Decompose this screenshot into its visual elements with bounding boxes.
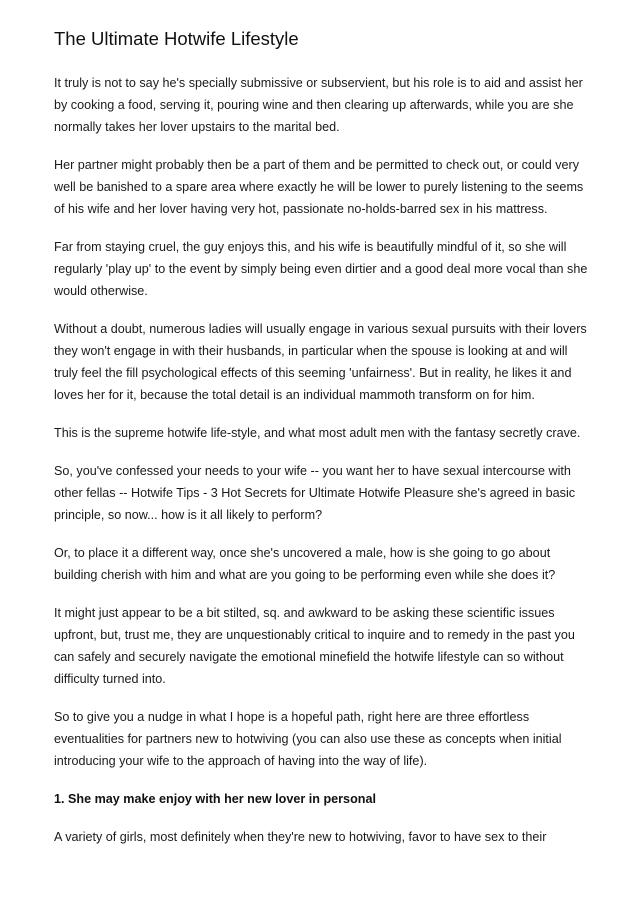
paragraph-3: Far from staying cruel, the guy enjoys this, and his wife is beautifully mindful of it, so she will regularly 'play up' to the event by simply being even dirtier and a good deal more vocal than she would otherwise. [54, 240, 588, 298]
document-title: The Ultimate Hotwife Lifestyle [54, 28, 299, 49]
paragraph-9: So to give you a nudge in what I hope is a hopeful path, right here are three effortless eventualities for partners new to hotwiving (you can also use these as concepts when initial introducing your wife to the approach of having into the way of life). [54, 710, 562, 768]
paragraph-5: This is the supreme hotwife life-style, and what most adult men with the fantasy secretly crave. [54, 426, 581, 440]
section-heading-1: 1. She may make enjoy with her new lover in personal [54, 792, 376, 806]
paragraph-4: Without a doubt, numerous ladies will usually engage in various sexual pursuits with their lovers they won't engage in with their husbands, in particular when the spouse is looking at and will truly feel the fill psychological effects of this seeming 'unfairness'. But in reality, he likes it and loves her for it, because the total detail is an individual mammoth transform on for him. [54, 322, 587, 402]
paragraph-6: So, you've confessed your needs to your wife -- you want her to have sexual intercourse with other fellas -- Hotwife Tips - 3 Hot Secrets for Ultimate Hotwife Pleasure she's agreed in basic principle, so now... how is it all likely to perform? [54, 464, 576, 522]
paragraph-8: It might just appear to be a bit stilted, sq. and awkward to be asking these scientific issues upfront, but, trust me, they are unquestionably critical to inquire and to remedy in the past you can safely and securely navigate the emotional minefield the hotwife lifestyle can so without difficulty turned into. [54, 606, 575, 686]
document-page [54, 26, 594, 864]
paragraph-10: A variety of girls, most definitely when they're new to hotwiving, favor to have sex to their [54, 830, 547, 844]
paragraph-7: Or, to place it a different way, once she's uncovered a male, how is she going to go about building cherish with him and what are you going to be performing even while she does it? [54, 546, 556, 582]
paragraph-1: It truly is not to say he's specially submissive or subservient, but his role is to aid and assist her by cooking a food, serving it, pouring wine and then clearing up afterwards, while you are she normally takes her lover upstairs to the marital bed. [54, 76, 583, 134]
paragraph-2: Her partner might probably then be a part of them and be permitted to check out, or could very well be banished to a spare area where exactly he will be lower to purely listening to the seems of his wife and her lover having very hot, passionate no-holds-barred sex in his mattress. [54, 158, 584, 216]
